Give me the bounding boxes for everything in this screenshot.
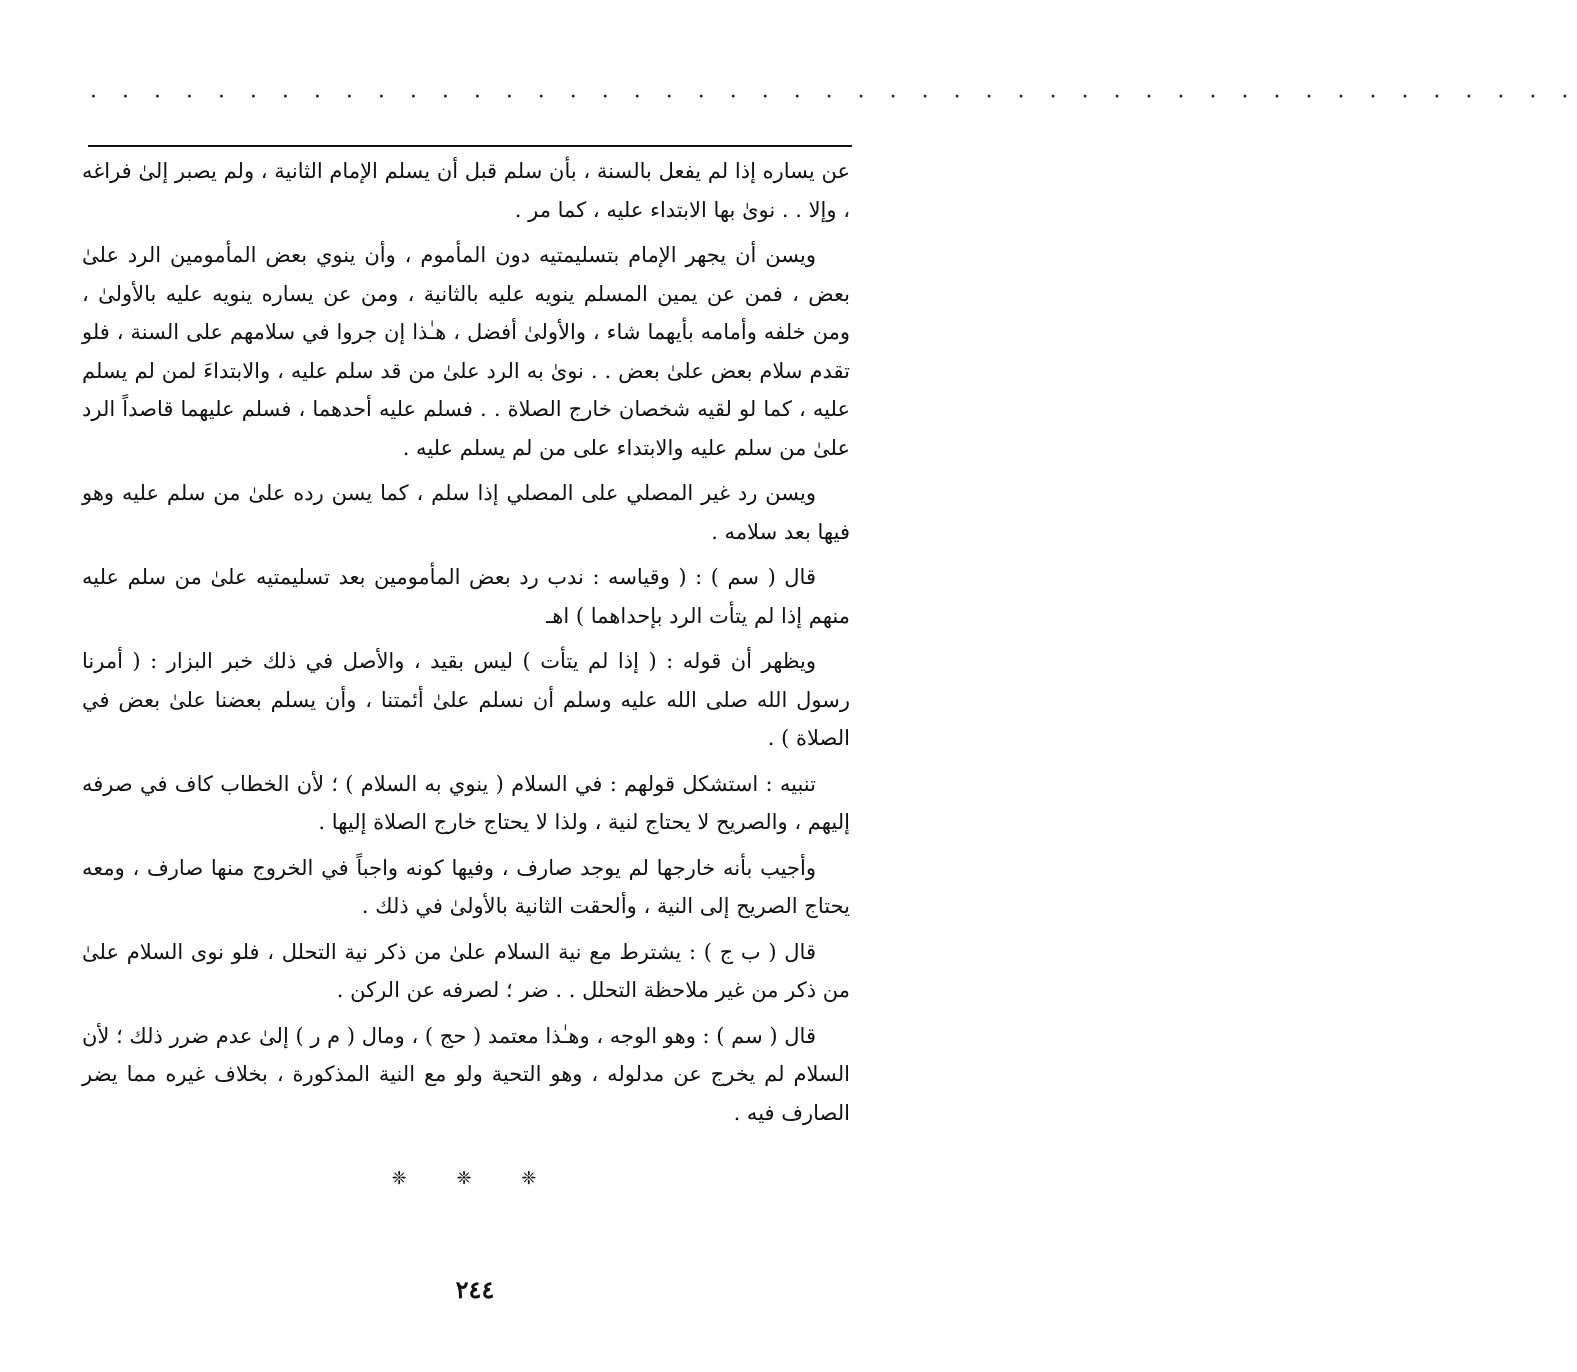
- paragraph-1: عن يساره إذا لم يفعل بالسنة ، بأن سلم قبل أن يسلم الإمام الثانية ، ولم يصبر إلىٰ فراغه ، وإلا . . نوىٰ بها الابتداء عليه ، كما مر .: [82, 159, 850, 222]
- paragraph-4: قال ( سم ) : ( وقياسه : ندب رد بعض المأمومين بعد تسليمتيه علىٰ من سلم عليه منهم إذا لم يتأت الرد بإحداهما ) اهـ: [82, 565, 850, 628]
- header-rule: [88, 145, 852, 147]
- section-separator: ❈ ❈ ❈: [391, 1168, 559, 1189]
- paragraph-7: وأجيب بأنه خارجها لم يوجد صارف ، وفيها كونه واجباً في الخروج منها صارف ، ومعه يحتاج الصريح إلى النية ، وألحقت الثانية بالأولىٰ في ذلك .: [82, 855, 850, 918]
- page-number: ٢٤٤: [455, 1275, 495, 1304]
- paragraph-2: ويسن أن يجهر الإمام بتسليمتيه دون المأموم ، وأن ينوي بعض المأمومين الرد علىٰ بعض ، فمن عن يمين المسلم ينويه عليه بالثانية ، ومن عن يساره ينويه عليه بالأولىٰ ، ومن خلفه وأمامه بأيهما شاء ، والأولىٰ أفضل ، هـٰذا إن جروا في سلامهم على السنة ، فلو تقدم سلام بعض علىٰ بعض . . نوىٰ به الرد علىٰ من قد سلم عليه ، والابتداءَ لمن لم يسلم عليه ، كما لو لقيه شخصان خارج الصلاة . . فسلم عليه أحدهما ، فسلم عليهما قاصداً الرد علىٰ من سلم عليه والابتداء على من لم يسلم عليه .: [82, 243, 850, 460]
- header-dotted-line: · · · · · · · · · · · · · · · · · · · · · · · · · · · · · · · · · · · · · · · · · · · · · · ·: [90, 85, 1577, 110]
- paragraph-5: ويظهر أن قوله : ( إذا لم يتأت ) ليس بقيد ، والأصل في ذلك خبر البزار : ( أمرنا رسول الله صلى الله عليه وسلم أن نسلم علىٰ أئمتنا ، وأن يسلم بعضنا علىٰ بعض في الصلاة ) .: [82, 649, 850, 750]
- paragraph-3: ويسن رد غير المصلي على المصلي إذا سلم ، كما يسن رده علىٰ من سلم عليه وهو فيها بعد سلامه .: [82, 481, 850, 544]
- paragraph-9: قال ( سم ) : وهو الوجه ، وهـٰذا معتمد ( حج ) ، ومال ( م ر ) إلىٰ عدم ضرر ذلك ؛ لأن السلام لم يخرج عن مدلوله ، وهو التحية ولو مع النية المذكورة ، بخلاف غيره مما يضر الصارف فيه .: [82, 1023, 850, 1125]
- paragraph-6: تنبيه : استشكل قولهم : في السلام ( ينوي به السلام ) ؛ لأن الخطاب كاف في صرفه إليهم ، والصريح لا يحتاج لنية ، ولذا لا يحتاج خارج الصلاة إليها .: [82, 771, 850, 834]
- page-body: [82, 152, 850, 1139]
- paragraph-8: قال ( ب ج ) : يشترط مع نية السلام علىٰ من ذكر نية التحلل ، فلو نوى السلام علىٰ من ذكر من غير ملاحظة التحلل . . ضر ؛ لصرفه عن الركن .: [82, 939, 850, 1002]
